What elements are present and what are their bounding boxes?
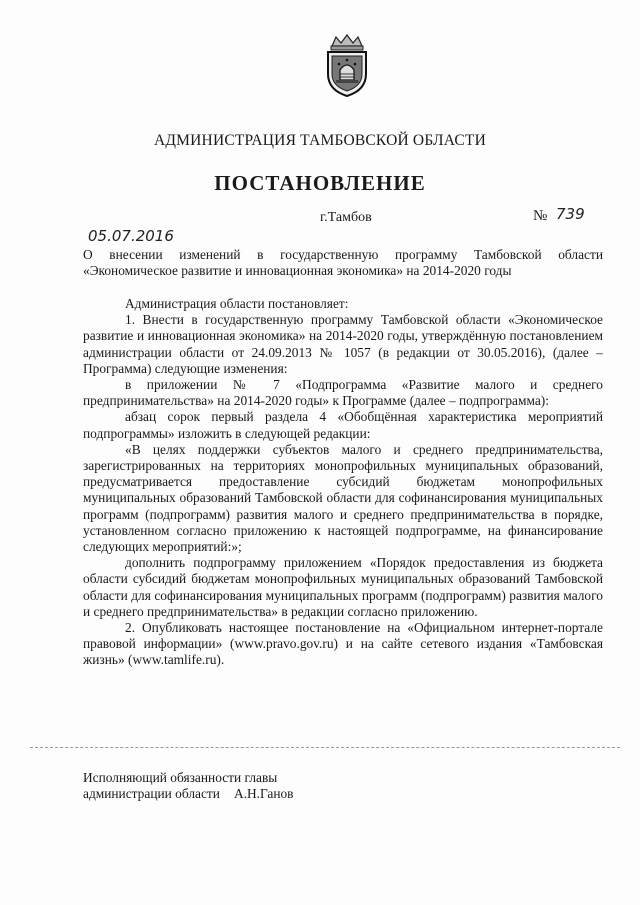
- paragraph-section-4: абзац сорок первый раздела 4 «Обобщённая характеристика мероприятий подпрограммы» изложить в следующей редакции:: [83, 409, 603, 441]
- paragraph-appendix-7: в приложении № 7 «Подпрограмма «Развитие малого и среднего предпринимательства» на 2014-2020 годы» к Программе (далее – подпрограмма):: [83, 377, 603, 409]
- signatory-title-line1: Исполняющий обязанности главы: [83, 770, 278, 785]
- paragraph-resolution-intro: Администрация области постановляет:: [125, 296, 349, 311]
- paragraph-quoted-text: «В целях поддержки субъектов малого и среднего предпринимательства, зарегистрированных на территориях монопрофильных муниципальных образований, предусматривается предоставление субсидий бюджетам монопрофильных муниципальных образований Тамбовской области для софинансирования муниципальных программ (подпрограмм) развития малого и среднего предпринимательства в порядке, установленном согласно приложению к настоящей подпрограмме, на финансирование следующих мероприятий:»;: [83, 441, 603, 555]
- paragraph-item-1: 1. Внести в государственную программу Тамбовской области «Экономическое развитие и инновационная экономика» на 2014-2020 годы, утверждённую постановлением администрации области от 24.09.2013 № 1057 (в редакции от 30.05.2016), (далее – Программа) следующие изменения:: [83, 312, 603, 376]
- organization-name: АДМИНИСТРАЦИЯ ТАМБОВСКОЙ ОБЛАСТИ: [154, 132, 486, 149]
- number-label: №: [533, 208, 548, 224]
- paragraph-supplement: дополнить подпрограмму приложением «Порядок предоставления из бюджета области субсидий бюджетам монопрофильных муниципальных образований Тамбовской области для софинансирования муниципальных программ (подпрограмм) развития малого и среднего предпринимательства» в редакции согласно приложению.: [83, 555, 603, 619]
- signatory-title-line2: администрации области: [83, 786, 220, 801]
- document-date-handwritten: 05.07.2016: [88, 227, 174, 245]
- document-type-title: ПОСТАНОВЛЕНИЕ: [214, 171, 426, 195]
- document-body: [83, 296, 603, 669]
- city-label: г.Тамбов: [320, 210, 372, 225]
- document-number-handwritten: 739: [556, 205, 585, 223]
- paragraph-item-2-publish: 2. Опубликовать настоящее постановление на «Официальном интернет-портале правовой информации» (www.pravo.gov.ru) и на сайте сетевого издания «Тамбовская жизнь» (www.tamlife.ru).: [83, 620, 603, 668]
- signature-block: [83, 770, 294, 802]
- tambov-coat-of-arms-icon: [322, 34, 372, 98]
- document-subject: О внесении изменений в государственную программу Тамбовской области «Экономическое развитие и инновационная экономика» на 2014-2020 годы: [83, 247, 603, 278]
- page-divider: [30, 747, 620, 748]
- signatory-name: А.Н.Ганов: [233, 786, 294, 801]
